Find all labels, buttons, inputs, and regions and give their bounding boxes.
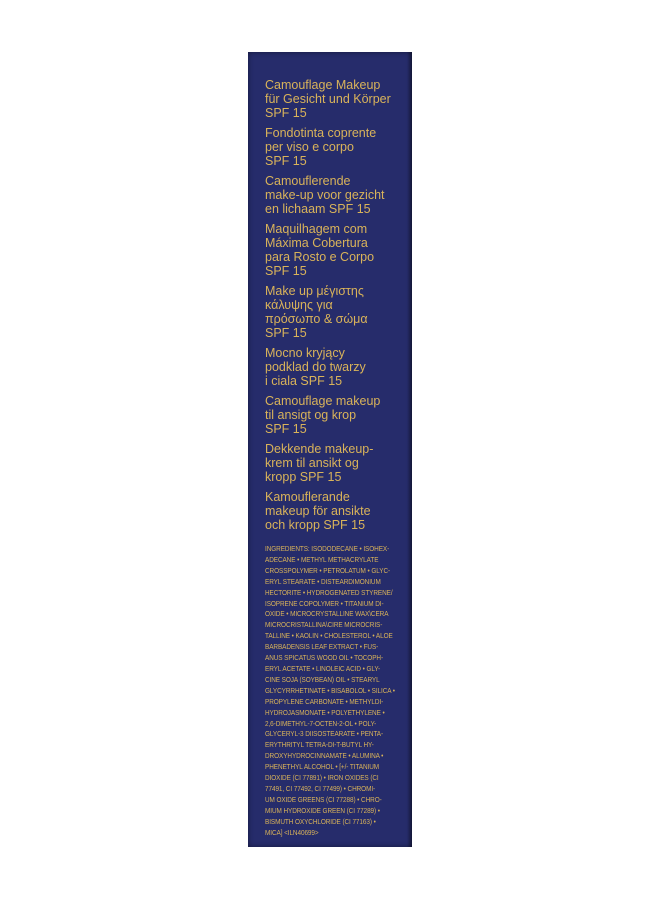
product-box-side-panel — [248, 52, 412, 847]
product-name-danish: Camouflage makeup til ansigt og krop SPF 15 — [265, 394, 381, 436]
product-name-dutch: Camouflerende make-up voor gezicht en lichaam SPF 15 — [265, 174, 385, 216]
product-name-polish: Mocno kryjący podklad do twarzy i ciala SPF 15 — [265, 346, 366, 388]
product-name-greek: Make up μέγιστης κάλυψης για πρόσωπο & σώμα SPF 15 — [265, 284, 368, 340]
product-name-german: Camouflage Makeup für Gesicht und Körper SPF 15 — [265, 78, 391, 120]
label-text-block — [265, 78, 405, 838]
product-name-norwegian: Dekkende makeup- krem til ansikt og kropp SPF 15 — [265, 442, 374, 484]
ingredients-list: INGREDIENTS: ISODODECANE • ISOHEX- ADECANE • METHYL METHACRYLATE CROSSPOLYMER • PETROLATUM • GLYC- ERYL STEARATE • DISTEARDIMONIUM HECTORITE • HYDROGENATED STYRENE/ ISOPRENE COPOLYMER • TITANIUM DI- OXIDE • MICROCRYSTALLINE WAX\CERA MICROCRISTALLINA\CIRE MICROCRIS- TALLINE • KAOLIN • CHOLESTEROL • ALOE BARBADENSIS LEAF EXTRACT • FUS- ANUS SPICATUS WOOD OIL • TOCOPH- ERYL ACETATE • LINOLEIC ACID • GLY- CINE SOJA (SOYBEAN) OIL • STEARYL GLYCYRRHETINATE • BISABOLOL • SILICA • PROPYLENE CARBONATE • METHYLDI- HYDROJASMONATE • POLYETHYLENE • 2,6-DIMETHYL-7-OCTEN-2-OL • POLY- GLYCERYL-3 DIISOSTEARATE • PENTA- ERYTHRITYL TETRA-DI-T-BUTYL HY- DROXYHYDROCINNAMATE • ALUMINA • PHENETHYL ALCOHOL • [+/- TITANIUM DIOXIDE (CI 77891) • IRON OXIDES (CI 77491, CI 77492, CI 77499) • CHROMI- UM OXIDE GREENS (CI 77288) • CHRO- MIUM HYDROXIDE GREEN (CI 77289) • BISMUTH OXYCHLORIDE (CI 77163) • MICA] <ILN40699> — [265, 544, 395, 837]
product-name-swedish: Kamouflerande makeup för ansikte och kropp SPF 15 — [265, 490, 371, 532]
product-name-portuguese: Maquilhagem com Máxima Cobertura para Rosto e Corpo SPF 15 — [265, 222, 375, 278]
product-name-italian: Fondotinta coprente per viso e corpo SPF 15 — [265, 126, 377, 168]
